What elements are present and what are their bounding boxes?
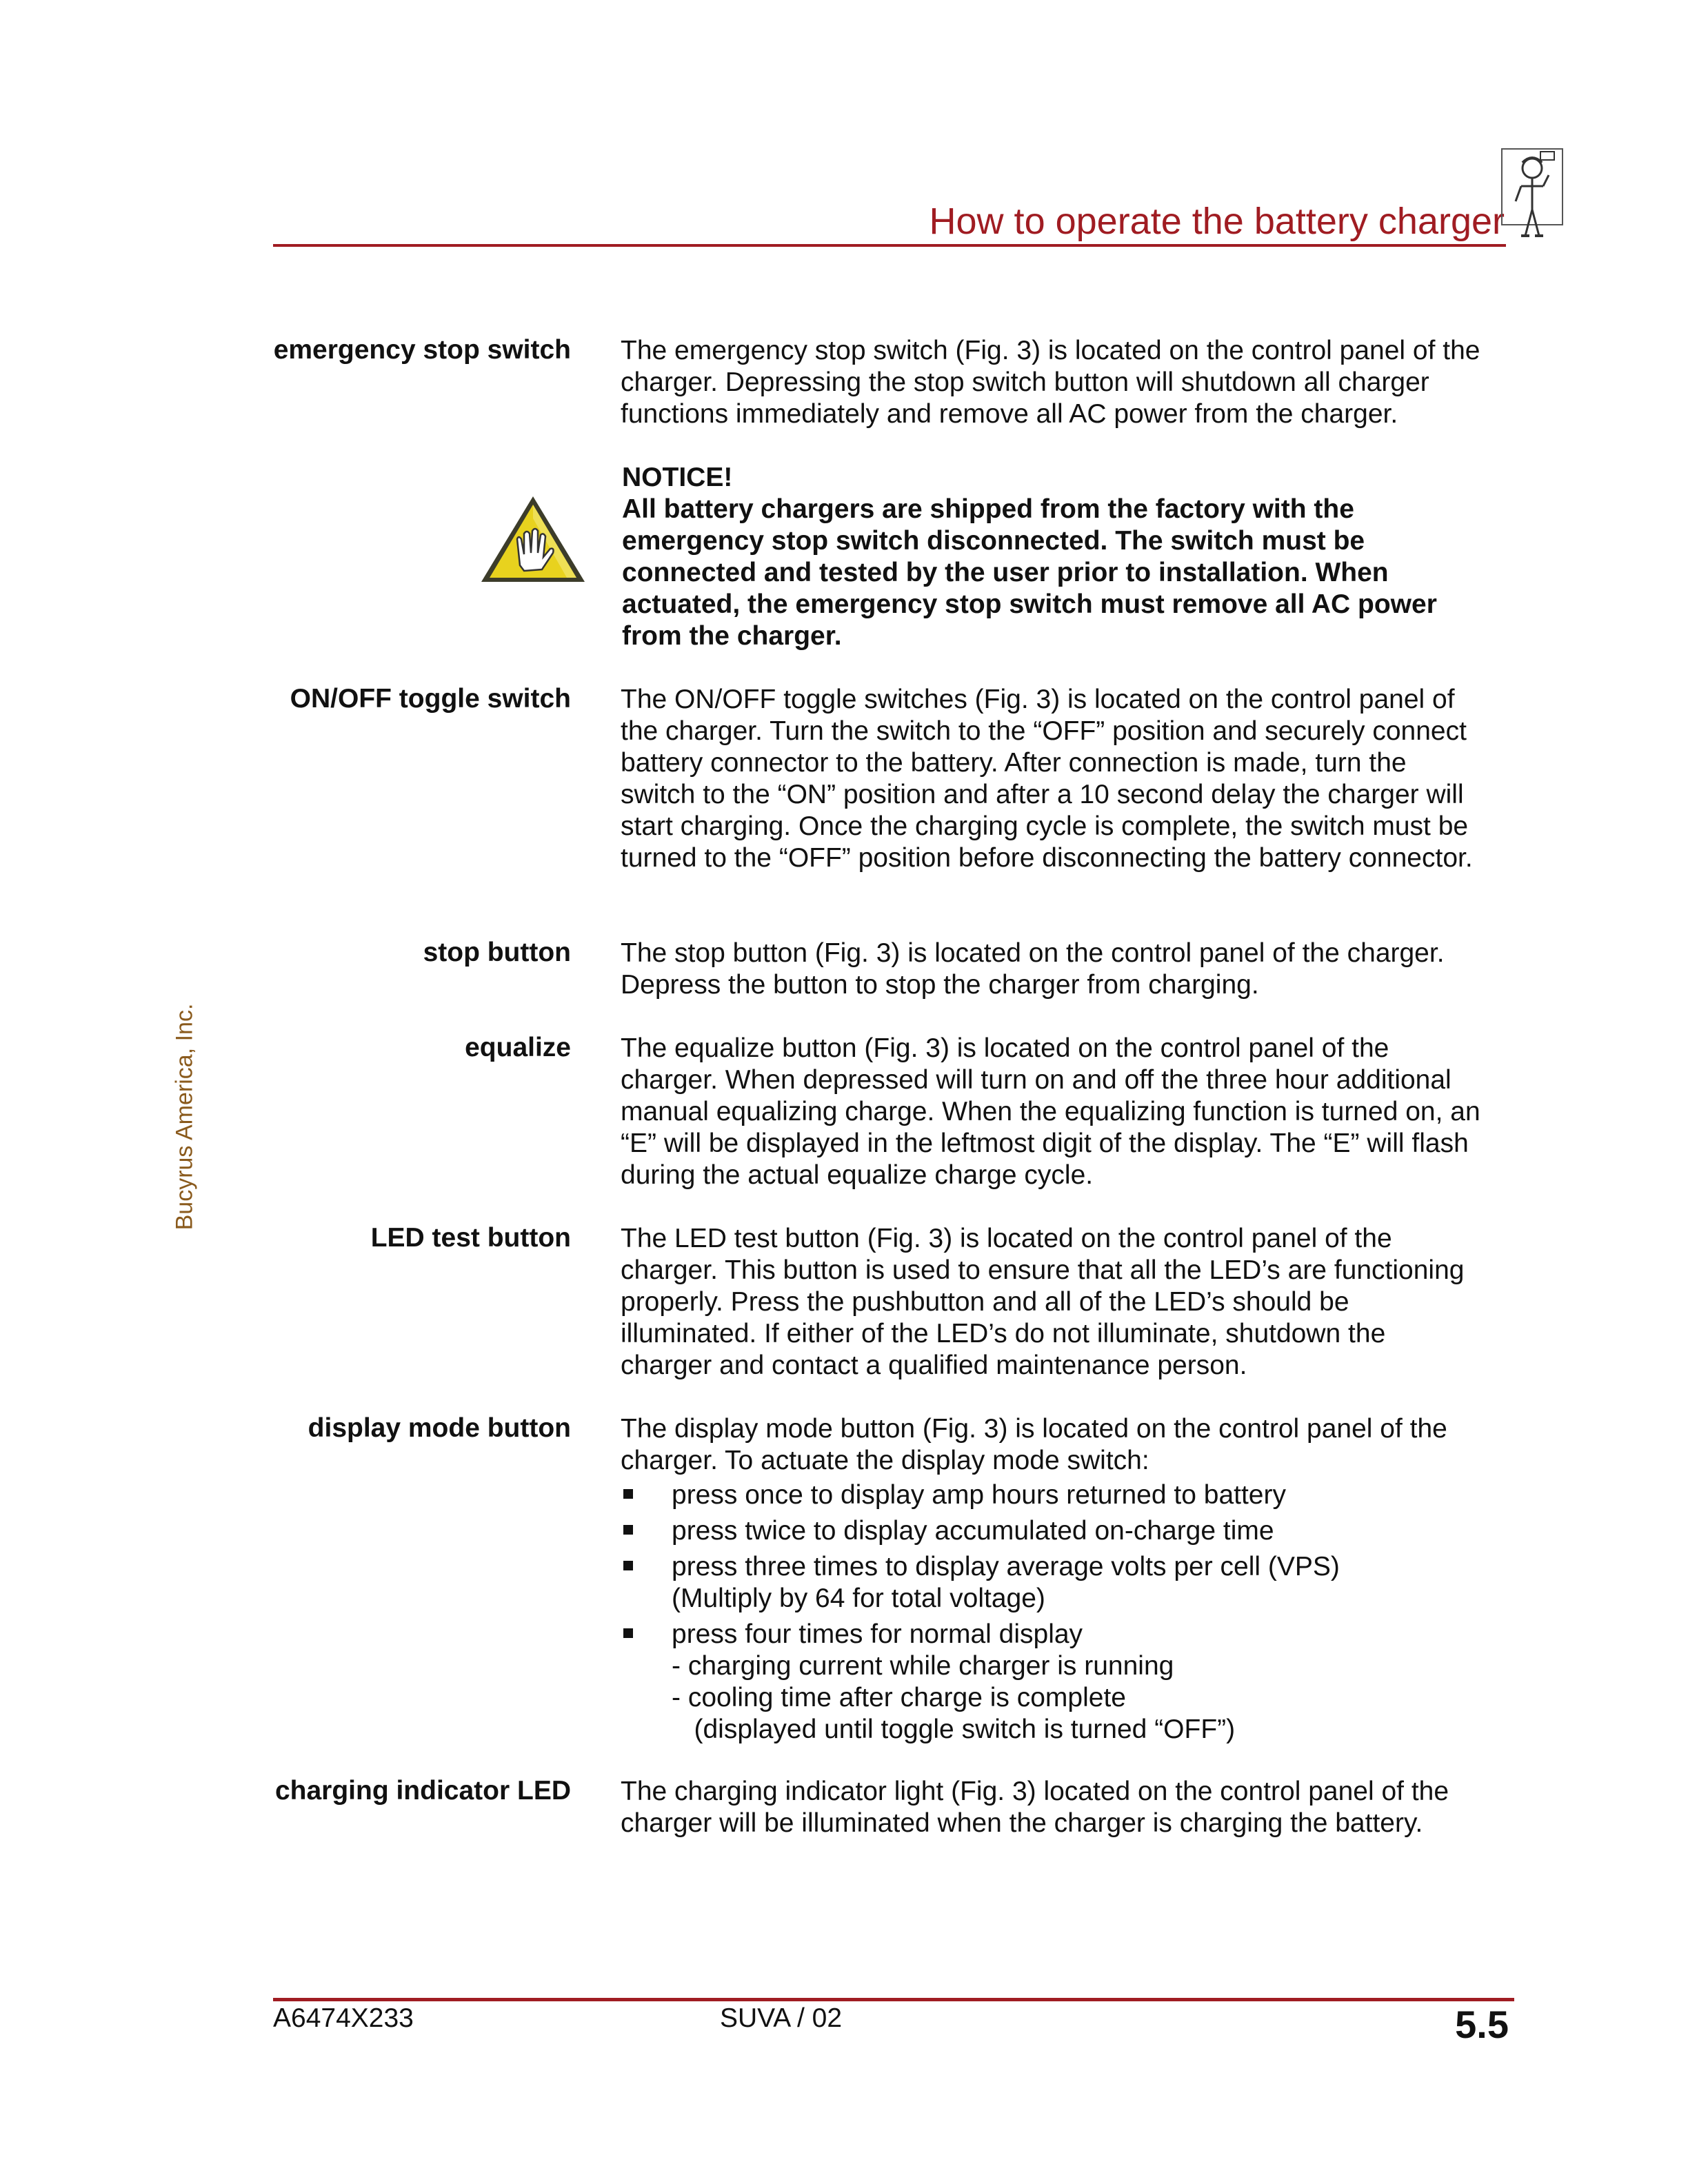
header-divider (273, 244, 1506, 247)
list-item (621, 1551, 1517, 1615)
text-emergency-stop-switch: The emergency stop switch (Fig. 3) is located on the control panel of the charger. Depressing the stop switch button will shutdown all charger functions immediately and remove all AC power from the charger. (621, 336, 1480, 429)
label-charging-indicator-led: charging indicator LED (274, 1776, 571, 1806)
text-charging-indicator-led: The charging indicator light (Fig. 3) located on the control panel of the charger will be illuminated when the charger is charging the battery. (621, 1777, 1449, 1838)
label-led-test-button: LED test button (370, 1223, 571, 1253)
list-item-text: press four times for normal display (672, 1619, 1083, 1649)
worker-mascot-icon (1500, 148, 1564, 241)
text-equalize: The equalize button (Fig. 3) is located on the control panel of the charger. When depressed will turn on and off the three hour additional manual equalizing charge. When the equalizing function is turned on, an “E” will be displayed in the leftmost digit of the display. The “E” will flash during the actual equalize charge cycle. (621, 1033, 1480, 1190)
label-emergency-stop-switch: emergency stop switch (273, 335, 571, 365)
bullet-square-icon (623, 1628, 633, 1638)
list-item-text: press once to display amp hours returned to battery (672, 1480, 1286, 1510)
notice-heading: NOTICE! (622, 463, 733, 492)
display-mode-list (621, 1479, 1517, 1750)
company-name-vertical: Bucyrus America, Inc. (171, 1003, 198, 1231)
text-on-off-toggle-switch: The ON/OFF toggle switches (Fig. 3) is located on the control panel of the charger. Turn the switch to the “OFF” position and securely connect battery connector to the battery. After connection is made, turn the switch to the “ON” position and after a 10 second delay the charger will start charging. Once the charging cycle is complete, the switch must be turned to the “OFF” position before disconnecting the battery connector. (621, 685, 1473, 873)
list-item-text: press three times to display average volts per cell (VPS) (672, 1552, 1340, 1581)
footer-divider (273, 1998, 1514, 2001)
page-number: 5.5 (1455, 2003, 1509, 2046)
list-item (621, 1515, 1517, 1547)
model-label: SUVA / 02 (720, 2003, 843, 2033)
list-item (621, 1479, 1517, 1511)
text-stop-button: The stop button (Fig. 3) is located on the control panel of the charger. Depress the button to stop the charger from charging. (621, 938, 1445, 1000)
list-item-subtext: - charging current while charger is running (672, 1651, 1174, 1681)
list-item-subtext: - cooling time after charge is complete (672, 1683, 1126, 1712)
list-item-subtext: (Multiply by 64 for total voltage) (672, 1584, 1045, 1613)
warning-hand-icon (479, 494, 587, 586)
notice-block (622, 462, 1491, 652)
doc-number: A6474X233 (273, 2003, 414, 2033)
bullet-square-icon (623, 1525, 633, 1535)
label-stop-button: stop button (423, 938, 571, 967)
list-item (621, 1619, 1517, 1746)
page-title: How to operate the battery charger (929, 201, 1505, 242)
label-on-off-toggle-switch: ON/OFF toggle switch (290, 684, 571, 714)
list-item-text: press twice to display accumulated on-charge time (672, 1516, 1274, 1546)
notice-text: All battery chargers are shipped from the factory with the emergency stop switch disconnected. The switch must be connected and tested by the user prior to installation. When actuated, the emergency stop switch must remove all AC power from the charger. (622, 494, 1437, 651)
bullet-square-icon (623, 1561, 633, 1570)
list-item-subtext: (displayed until toggle switch is turned “OFF”) (672, 1715, 1236, 1744)
bullet-square-icon (623, 1489, 633, 1499)
label-equalize: equalize (465, 1033, 571, 1062)
label-display-mode-button: display mode button (308, 1413, 571, 1443)
text-display-mode-button: The display mode button (Fig. 3) is located on the control panel of the charger. To actuate the display mode switch: (621, 1414, 1447, 1475)
text-led-test-button: The LED test button (Fig. 3) is located on the control panel of the charger. This button is used to ensure that all the LED’s are functioning properly. Press the pushbutton and all of the LED’s should be illuminated. If either of the LED’s do not illuminate, shutdown the charger and contact a qualified maintenance person. (621, 1224, 1465, 1380)
